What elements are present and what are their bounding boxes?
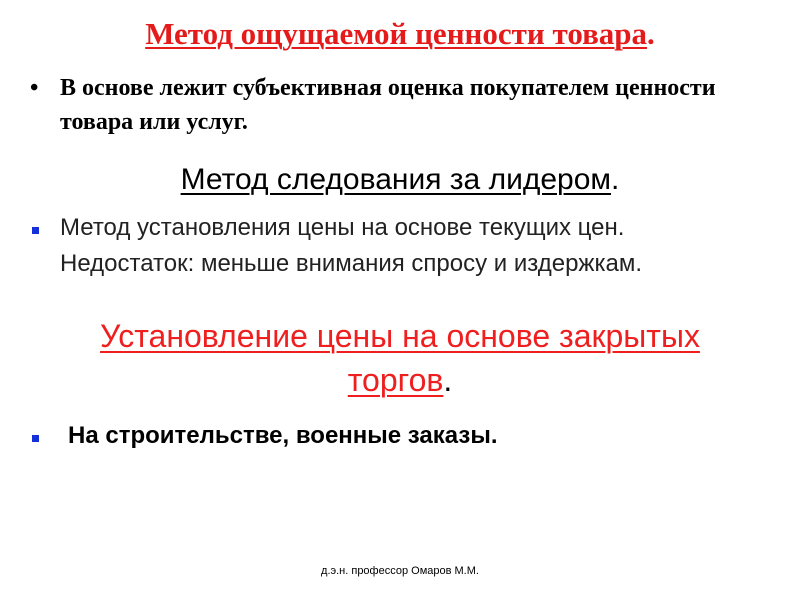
round-bullet-icon: •: [30, 75, 39, 101]
square-bullet-icon: [30, 418, 60, 452]
bullet-closed-tender: [30, 418, 770, 454]
bullet-follow-leader: [30, 210, 750, 282]
footer-author: д.э.н. профессор Омаров М.М.: [321, 565, 479, 577]
title-closed-tender-line1: Установление цены на основе закрытых: [100, 318, 700, 354]
title-closed-tender-period: .: [443, 362, 453, 398]
title-perceived-value-method: [0, 16, 800, 52]
bullet-follow-leader-text: Метод установления цены на основе текущих цен. Недостаток: меньше внимания спросу и издержкам.: [60, 214, 643, 277]
square-bullet-icon: [30, 210, 60, 244]
bullet-perceived-value: [30, 71, 770, 139]
title-perceived-value-text: Метод ощущаемой ценности товара: [145, 16, 648, 51]
title-follow-leader-method: [0, 163, 800, 197]
title-closed-tender-pricing: [0, 314, 800, 402]
bullet-closed-tender-text: На строительстве, военные заказы.: [68, 422, 498, 449]
bullet-perceived-value-text: В основе лежит субъективная оценка покупателем ценности товара или услуг.: [60, 75, 716, 135]
title-closed-tender-line2: торгов: [347, 362, 444, 398]
title-perceived-value-period: .: [647, 16, 655, 51]
title-follow-leader-period: .: [611, 163, 620, 196]
title-follow-leader-text: Метод следования за лидером: [180, 163, 612, 196]
